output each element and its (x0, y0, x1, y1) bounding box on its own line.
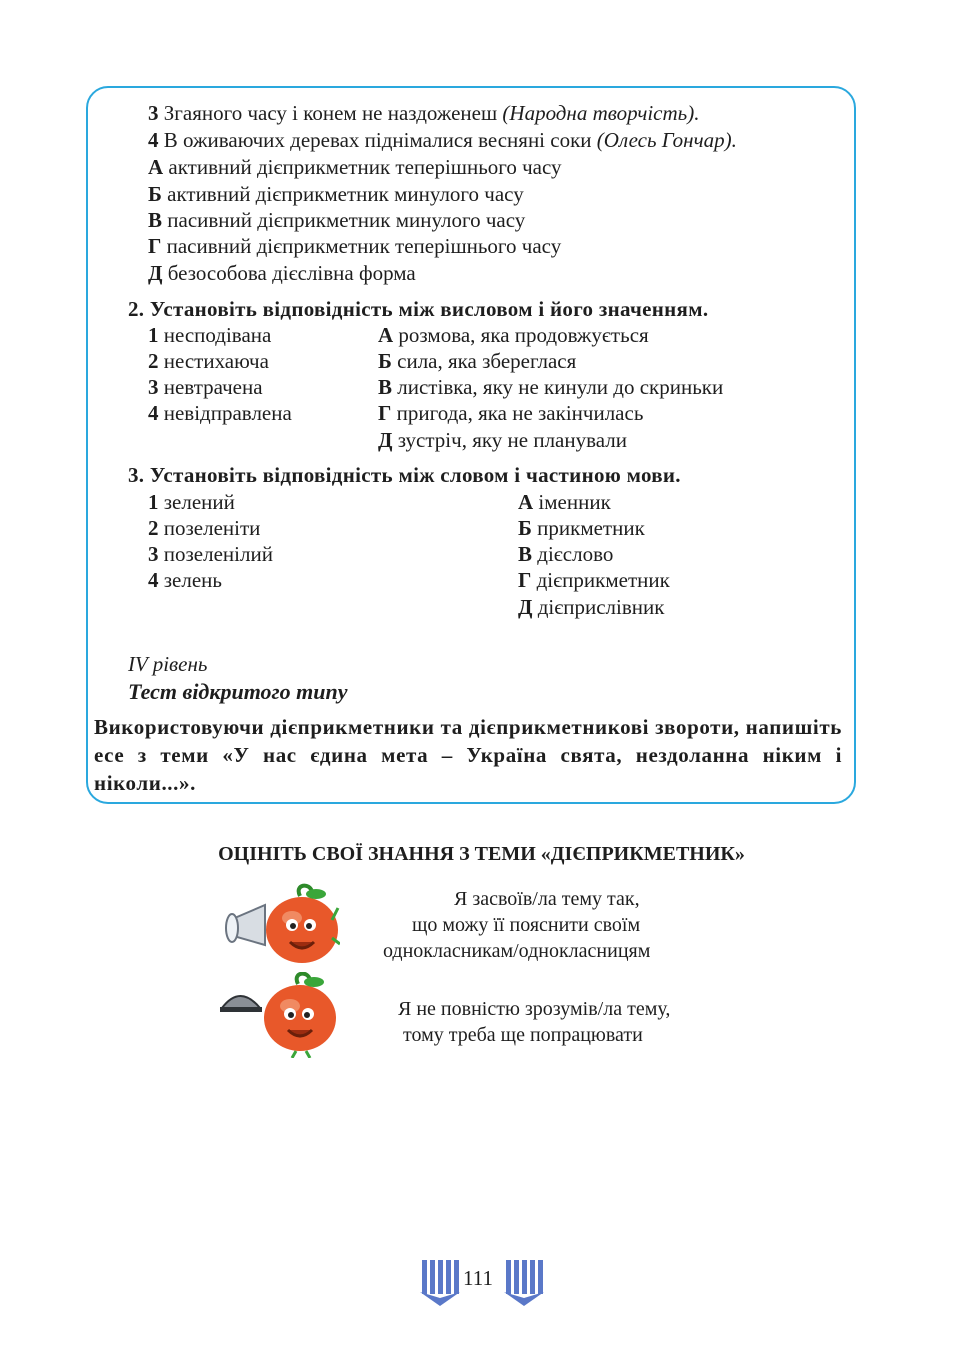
q2-right-item: В листівка, яку не кинули до скриньки (378, 375, 724, 399)
q3-right-item: Г дієприкметник (518, 568, 670, 592)
test-type-label: Тест відкритого типу (128, 679, 348, 704)
q3-heading: 3. Установіть відповідність між словом і частиною мови. (128, 463, 681, 487)
q1-option: Г пасивний дієприкметник теперішнього часу (148, 234, 562, 258)
q2-left-item: 1 несподівана (148, 323, 272, 347)
q1-option: А активний дієприкметник теперішнього часу (148, 155, 562, 179)
q3-right-item: А іменник (518, 490, 611, 514)
q3-left-item: 2 позеленіти (148, 516, 261, 540)
q2-right-item: Г пригода, яка не закінчилась (378, 401, 644, 425)
open-task-text: Використовуючи дієприкметники та дієприкметникові звороти, напишіть есе з теми «У нас єдина мета – Україна свята, нездоланна ніким і ніколи...». (94, 715, 842, 795)
q1-option: В пасивний дієприкметник минулого часу (148, 208, 526, 232)
q2-left-item: 2 нестихаюча (148, 349, 269, 373)
q2-right-item: А розмова, яка продовжується (378, 323, 649, 347)
q2-left-item: 4 невідправлена (148, 401, 292, 425)
right-ornament-icon (502, 1256, 546, 1308)
q1-line-3: 3 Згаяного часу і конем не наздоженеш (Народна творчість). (148, 101, 700, 125)
q3-right-item: Б прикметник (518, 516, 645, 540)
level-label: IV рівень (128, 652, 208, 676)
self-check-1-line: однокласникам/однокласницям (383, 940, 651, 962)
q3-right-item: В дієслово (518, 542, 614, 566)
q2-left-item: 3 невтрачена (148, 375, 263, 399)
self-check-1-line: що можу її пояснити своїм (412, 914, 641, 936)
q2-right-item: Д зустріч, яку не планували (378, 428, 627, 452)
self-check-title: ОЦІНІТЬ СВОЇ ЗНАННЯ З ТЕМИ «ДІЄПРИКМЕТНИК» (218, 843, 745, 865)
q3-left-item: 1 зелений (148, 490, 235, 514)
q2-right-item: Б сила, яка збереглася (378, 349, 577, 373)
q1-line-4: 4 В оживаючих деревах піднімалися весняні соки (Олесь Гончар). (148, 128, 737, 152)
q1-option: Д безособова дієслівна форма (148, 261, 416, 285)
left-ornament-icon (418, 1256, 462, 1308)
apple-tray-icon (218, 972, 338, 1058)
q2-heading: 2. Установіть відповідність між висловом і його значенням. (128, 297, 709, 321)
q3-left-item: 3 позеленілий (148, 542, 273, 566)
q3-left-item: 4 зелень (148, 568, 222, 592)
q3-right-item: Д дієприслівник (518, 595, 665, 619)
self-check-1-line: Я засвоїв/ла тему так, (454, 888, 640, 910)
q1-option: Б активний дієприкметник минулого часу (148, 182, 524, 206)
page-number: 111 (463, 1266, 493, 1290)
self-check-2-line: тому треба ще попрацювати (403, 1024, 643, 1046)
self-check-2-line: Я не повністю зрозумів/ла тему, (398, 998, 671, 1020)
apple-megaphone-icon (220, 880, 340, 970)
